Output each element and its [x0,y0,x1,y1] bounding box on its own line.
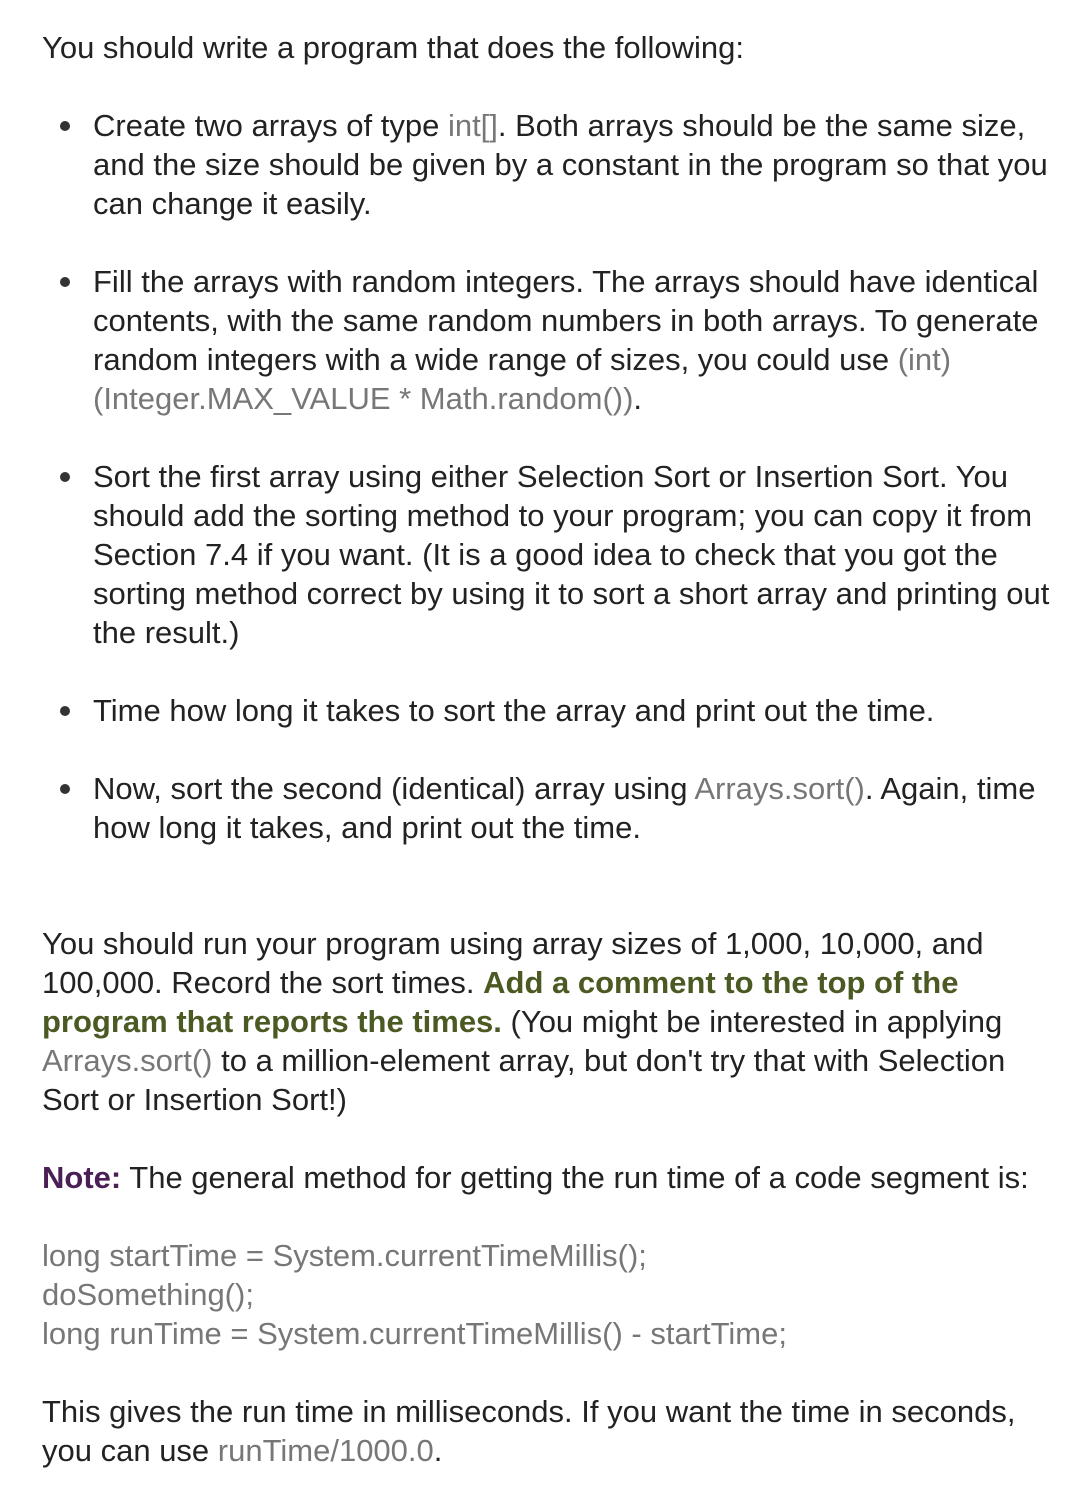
bullet-icon [60,472,70,482]
bullet-text: Create two arrays of type [93,108,448,143]
bullet-text: . Both arrays should be the same size, and the size should be given by a constant in the program so that you can change it easily. [93,108,1048,221]
bullet-text: Time how long it takes to sort the array and print out the time. [93,693,935,728]
note-label: Note: [42,1160,122,1195]
bullet-text: Fill the arrays with random integers. The arrays should have identical contents, with the same random numbers in both arrays. To generate random integers with a wide range of sizes, you could use [93,264,1039,377]
bullet-icon [60,277,70,287]
paragraph-text: You should run your program using array sizes of 1,000, 10,000, and 100,000. Record the sort times. [42,926,984,1000]
note-text: The general method for getting the run time of a code segment is: [121,1160,1029,1195]
code-line: long startTime = System.currentTimeMillis(); [42,1238,647,1273]
note-paragraph [42,1158,1052,1197]
paragraph-text: (You might be interested in applying [501,1004,1003,1039]
assignment-document [42,28,1052,1470]
code-block [42,1236,1052,1353]
paragraph-text: This gives the run time in milliseconds. If you want the time in seconds, you can use [42,1394,1016,1468]
paragraph-text: to a million-element array, but don't try that with Selection Sort or Insertion Sort!) [42,1043,1006,1117]
bullet-text: . Again, time how long it takes, and print out the time. [93,771,1036,845]
bullet-text: . [633,381,643,416]
list-item [42,106,1052,223]
final-paragraph [42,1392,1052,1470]
list-item [42,262,1052,418]
inline-code: (int)(Integer.MAX_VALUE * Math.random()) [93,342,952,416]
emphasis-text: Add a comment to the top of the program that reports the times. [42,965,959,1039]
intro-text: You should write a program that does the following: [42,30,744,65]
list-item [42,691,1052,730]
bullet-icon [60,706,70,716]
inline-code: int[] [447,108,498,143]
inline-code: Arrays.sort() [694,771,865,806]
inline-code: Arrays.sort() [42,1043,213,1078]
inline-code: runTime/1000.0 [217,1433,434,1468]
requirements-list [42,106,1052,847]
list-item [42,457,1052,652]
code-line: doSomething(); [42,1277,254,1312]
bullet-text: Sort the first array using either Selection Sort or Insertion Sort. You should add the sorting method to your program; you can copy it from Section 7.4 if you want. (It is a good idea to check that you got the sorting method correct by using it to sort a short array and printing out the result.) [93,459,1050,650]
code-line: long runTime = System.currentTimeMillis() - startTime; [42,1316,787,1351]
run-instructions-paragraph [42,924,1052,1119]
bullet-icon [60,784,70,794]
paragraph-text: . [433,1433,443,1468]
bullet-icon [60,121,70,131]
bullet-text: Now, sort the second (identical) array using [93,771,695,806]
list-item [42,769,1052,847]
